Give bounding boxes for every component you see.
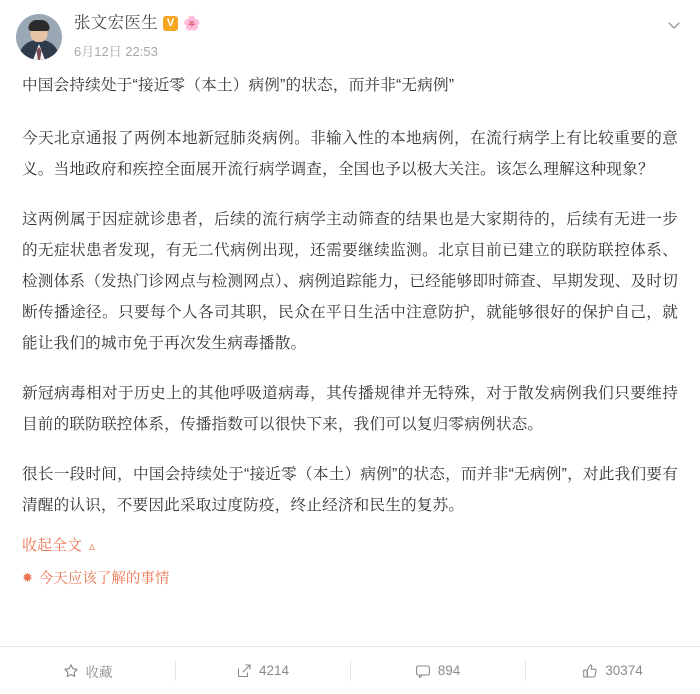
topic-label[interactable]: 今天应该了解的事情	[38, 571, 170, 587]
post-header	[0, 0, 700, 60]
author-info	[74, 14, 684, 60]
share-count: 4214	[258, 663, 290, 678]
share-button[interactable]	[175, 647, 350, 694]
post-paragraph-3: 新冠病毒相对于历史上的其他呼吸道病毒，其传播规律并无特殊，对于散发病例我们只要维持目前的联防联控体系，传播指数可以很快下来，我们可以复归零病例状态。	[22, 385, 678, 433]
post-content	[0, 60, 700, 521]
collapse-text-row[interactable]	[0, 534, 700, 555]
collapse-text-link[interactable]: 收起全文	[22, 537, 83, 554]
chevron-up-icon[interactable]: ▵	[89, 538, 96, 553]
comment-count: 894	[437, 663, 461, 678]
like-button[interactable]	[525, 647, 700, 694]
post-paragraph-4: 很长一段时间，中国会持续处于“接近零（本土）病例”的状态，而并非“无病例”，对此我们要有清醒的认识，不要因此采取过度防疫，终止经济和民生的复苏。	[22, 466, 678, 514]
author-name-row	[74, 15, 684, 32]
star-icon	[63, 663, 79, 679]
favorite-button[interactable]	[0, 647, 175, 694]
post-timestamp: 6月12日 22:53	[74, 43, 158, 59]
like-icon	[582, 663, 598, 679]
author-name[interactable]: 张文宏医生	[74, 14, 158, 32]
topic-row[interactable]	[0, 555, 700, 588]
action-bar	[0, 646, 700, 694]
favorite-label: 收藏	[85, 664, 113, 680]
comment-button[interactable]	[350, 647, 525, 694]
post-title: 中国会持续处于“接近零（本土）病例”的状态，而并非“无病例”	[22, 77, 455, 94]
flower-icon: 🌸	[183, 15, 201, 32]
verified-badge-icon: V	[163, 16, 178, 31]
like-count: 30374	[605, 663, 643, 678]
post-paragraph-2: 这两例属于因症就诊患者，后续的流行病学主动筛查的结果也是大家期待的，后续有无进一步的无症状患者发现，有无二代病例出现，还需要继续监测。北京目前已建立的联防联控体系、检测体系（发热门诊网点与检测网点）、病例追踪能力，已经能够即时筛查、早期发现、及时切断传播途径。只要每个人各司其职，民众在平日生活中注意防护，就能够很好的保护自己，就能让我们的城市免于再次发生病毒播散。	[22, 211, 678, 352]
avatar[interactable]	[16, 14, 62, 60]
comment-icon	[415, 663, 431, 679]
chevron-down-icon[interactable]	[666, 17, 682, 33]
post-paragraph-1: 今天北京通报了两例本地新冠肺炎病例。非输入性的本地病例，在流行病学上有比较重要的意义。当地政府和疾控全面展开流行病学调查，全国也予以极大关注。该怎么理解这种现象？	[22, 130, 678, 178]
avatar-hair	[29, 20, 50, 31]
share-icon	[236, 663, 252, 679]
asterisk-icon: ✹	[22, 569, 33, 585]
